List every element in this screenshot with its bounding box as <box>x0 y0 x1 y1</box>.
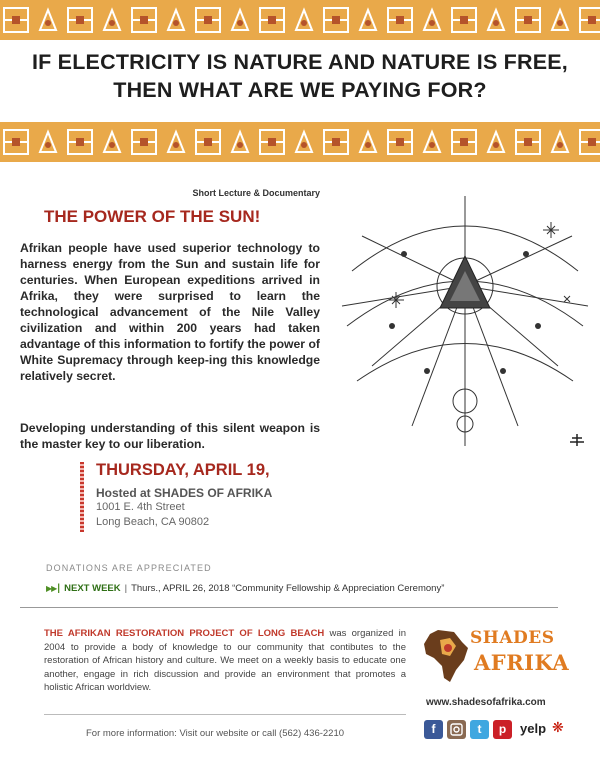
band-motif <box>320 126 352 158</box>
divider <box>44 714 406 715</box>
band-motif <box>256 126 288 158</box>
about-text: was organized in 2004 to provide a body of knowledge to our community that contibutes to the restoration of African history and culture. We meet on a weekly basis to educate one another, engage in rich discussion and provide an environment that promotes a holistic African worldview. <box>44 628 406 693</box>
social-links <box>424 720 584 742</box>
band-motif <box>64 126 96 158</box>
band-motif <box>480 126 512 158</box>
band-motif <box>160 126 192 158</box>
divider <box>20 607 558 608</box>
next-week-label: NEXT WEEK <box>64 583 121 594</box>
band-motif <box>160 4 192 36</box>
sun-energy-diagram <box>332 176 598 468</box>
event-title: THE POWER OF THE SUN! <box>44 207 261 226</box>
band-motif <box>544 4 576 36</box>
band-motif <box>0 4 32 36</box>
band-motif <box>576 4 600 36</box>
next-week-arrows-icon: ▶▶┃ <box>46 584 61 593</box>
twitter-icon[interactable]: t <box>470 720 489 739</box>
band-motif <box>288 4 320 36</box>
band-motif <box>128 126 160 158</box>
liberation-paragraph: Developing understanding of this silent weapon is the master key to our liberation. <box>20 421 320 451</box>
band-motif <box>224 126 256 158</box>
headline: IF ELECTRICITY IS NATURE AND NATURE IS FREE, THEN WHAT ARE WE PAYING FOR? <box>32 50 568 102</box>
pattern-band-bottom <box>0 122 600 162</box>
band-motif <box>512 4 544 36</box>
band-motif <box>448 4 480 36</box>
about-org-name: THE AFRIKAN RESTORATION PROJECT OF LONG BEACH <box>44 628 325 639</box>
about-paragraph <box>44 627 406 695</box>
event-kicker: Short Lecture & Documentary <box>192 188 320 198</box>
band-motif <box>128 4 160 36</box>
shades-of-afrika-logo <box>420 626 570 686</box>
band-motif <box>416 4 448 36</box>
band-motif <box>256 4 288 36</box>
event-date: THURSDAY, APRIL 19, <box>96 461 270 479</box>
band-motif <box>512 126 544 158</box>
next-week-separator: | <box>124 583 128 594</box>
band-motif <box>320 4 352 36</box>
band-motif <box>576 126 600 158</box>
band-motif <box>96 4 128 36</box>
band-motif <box>288 126 320 158</box>
next-week-row <box>46 583 444 594</box>
logo-text-afrika: AFRIKA <box>474 650 570 675</box>
address-street: 1001 E. 4th Street <box>96 501 185 513</box>
band-motif <box>192 126 224 158</box>
intro-paragraph: Afrikan people have used superior technology to harness energy from the Sun and sustain life for centuries. When European expeditions arrived in Afrika, they were surprised to learn the technological advancement of the Nile Valley civilization and within 200 years had taken advantage of this information to fortify the power of White Supremacy through keep-ing this knowledge relatively secret. <box>20 241 320 383</box>
website-link[interactable]: www.shadesofafrika.com <box>426 697 546 708</box>
band-motif <box>224 4 256 36</box>
band-motif <box>64 4 96 36</box>
pattern-band-top <box>0 0 600 40</box>
band-motif <box>352 126 384 158</box>
date-accent-bar <box>80 462 84 532</box>
band-motif <box>544 126 576 158</box>
instagram-icon[interactable] <box>447 720 466 739</box>
band-motif <box>480 4 512 36</box>
logo-text-shades: SHADES <box>470 628 555 648</box>
band-motif <box>32 4 64 36</box>
yelp-burst-icon: ❋ <box>552 719 564 735</box>
band-motif <box>0 126 32 158</box>
band-motif <box>32 126 64 158</box>
more-info: For more information: Visit our website or call (562) 436-2210 <box>86 728 345 739</box>
band-motif <box>384 126 416 158</box>
afrika-continent-icon <box>420 626 472 686</box>
band-motif <box>384 4 416 36</box>
address-city: Long Beach, CA 90802 <box>96 516 210 528</box>
pinterest-icon[interactable]: p <box>493 720 512 739</box>
band-motif <box>416 126 448 158</box>
band-motif <box>192 4 224 36</box>
next-week-details: Thurs., APRIL 26, 2018 “Community Fellowship & Appreciation Ceremony” <box>131 583 445 594</box>
facebook-icon[interactable]: f <box>424 720 443 739</box>
band-motif <box>448 126 480 158</box>
event-host: Hosted at SHADES OF AFRIKA <box>96 486 273 500</box>
band-motif <box>96 126 128 158</box>
yelp-icon[interactable]: yelp <box>520 721 547 736</box>
donations-note: DONATIONS ARE APPRECIATED <box>46 563 212 573</box>
band-motif <box>352 4 384 36</box>
